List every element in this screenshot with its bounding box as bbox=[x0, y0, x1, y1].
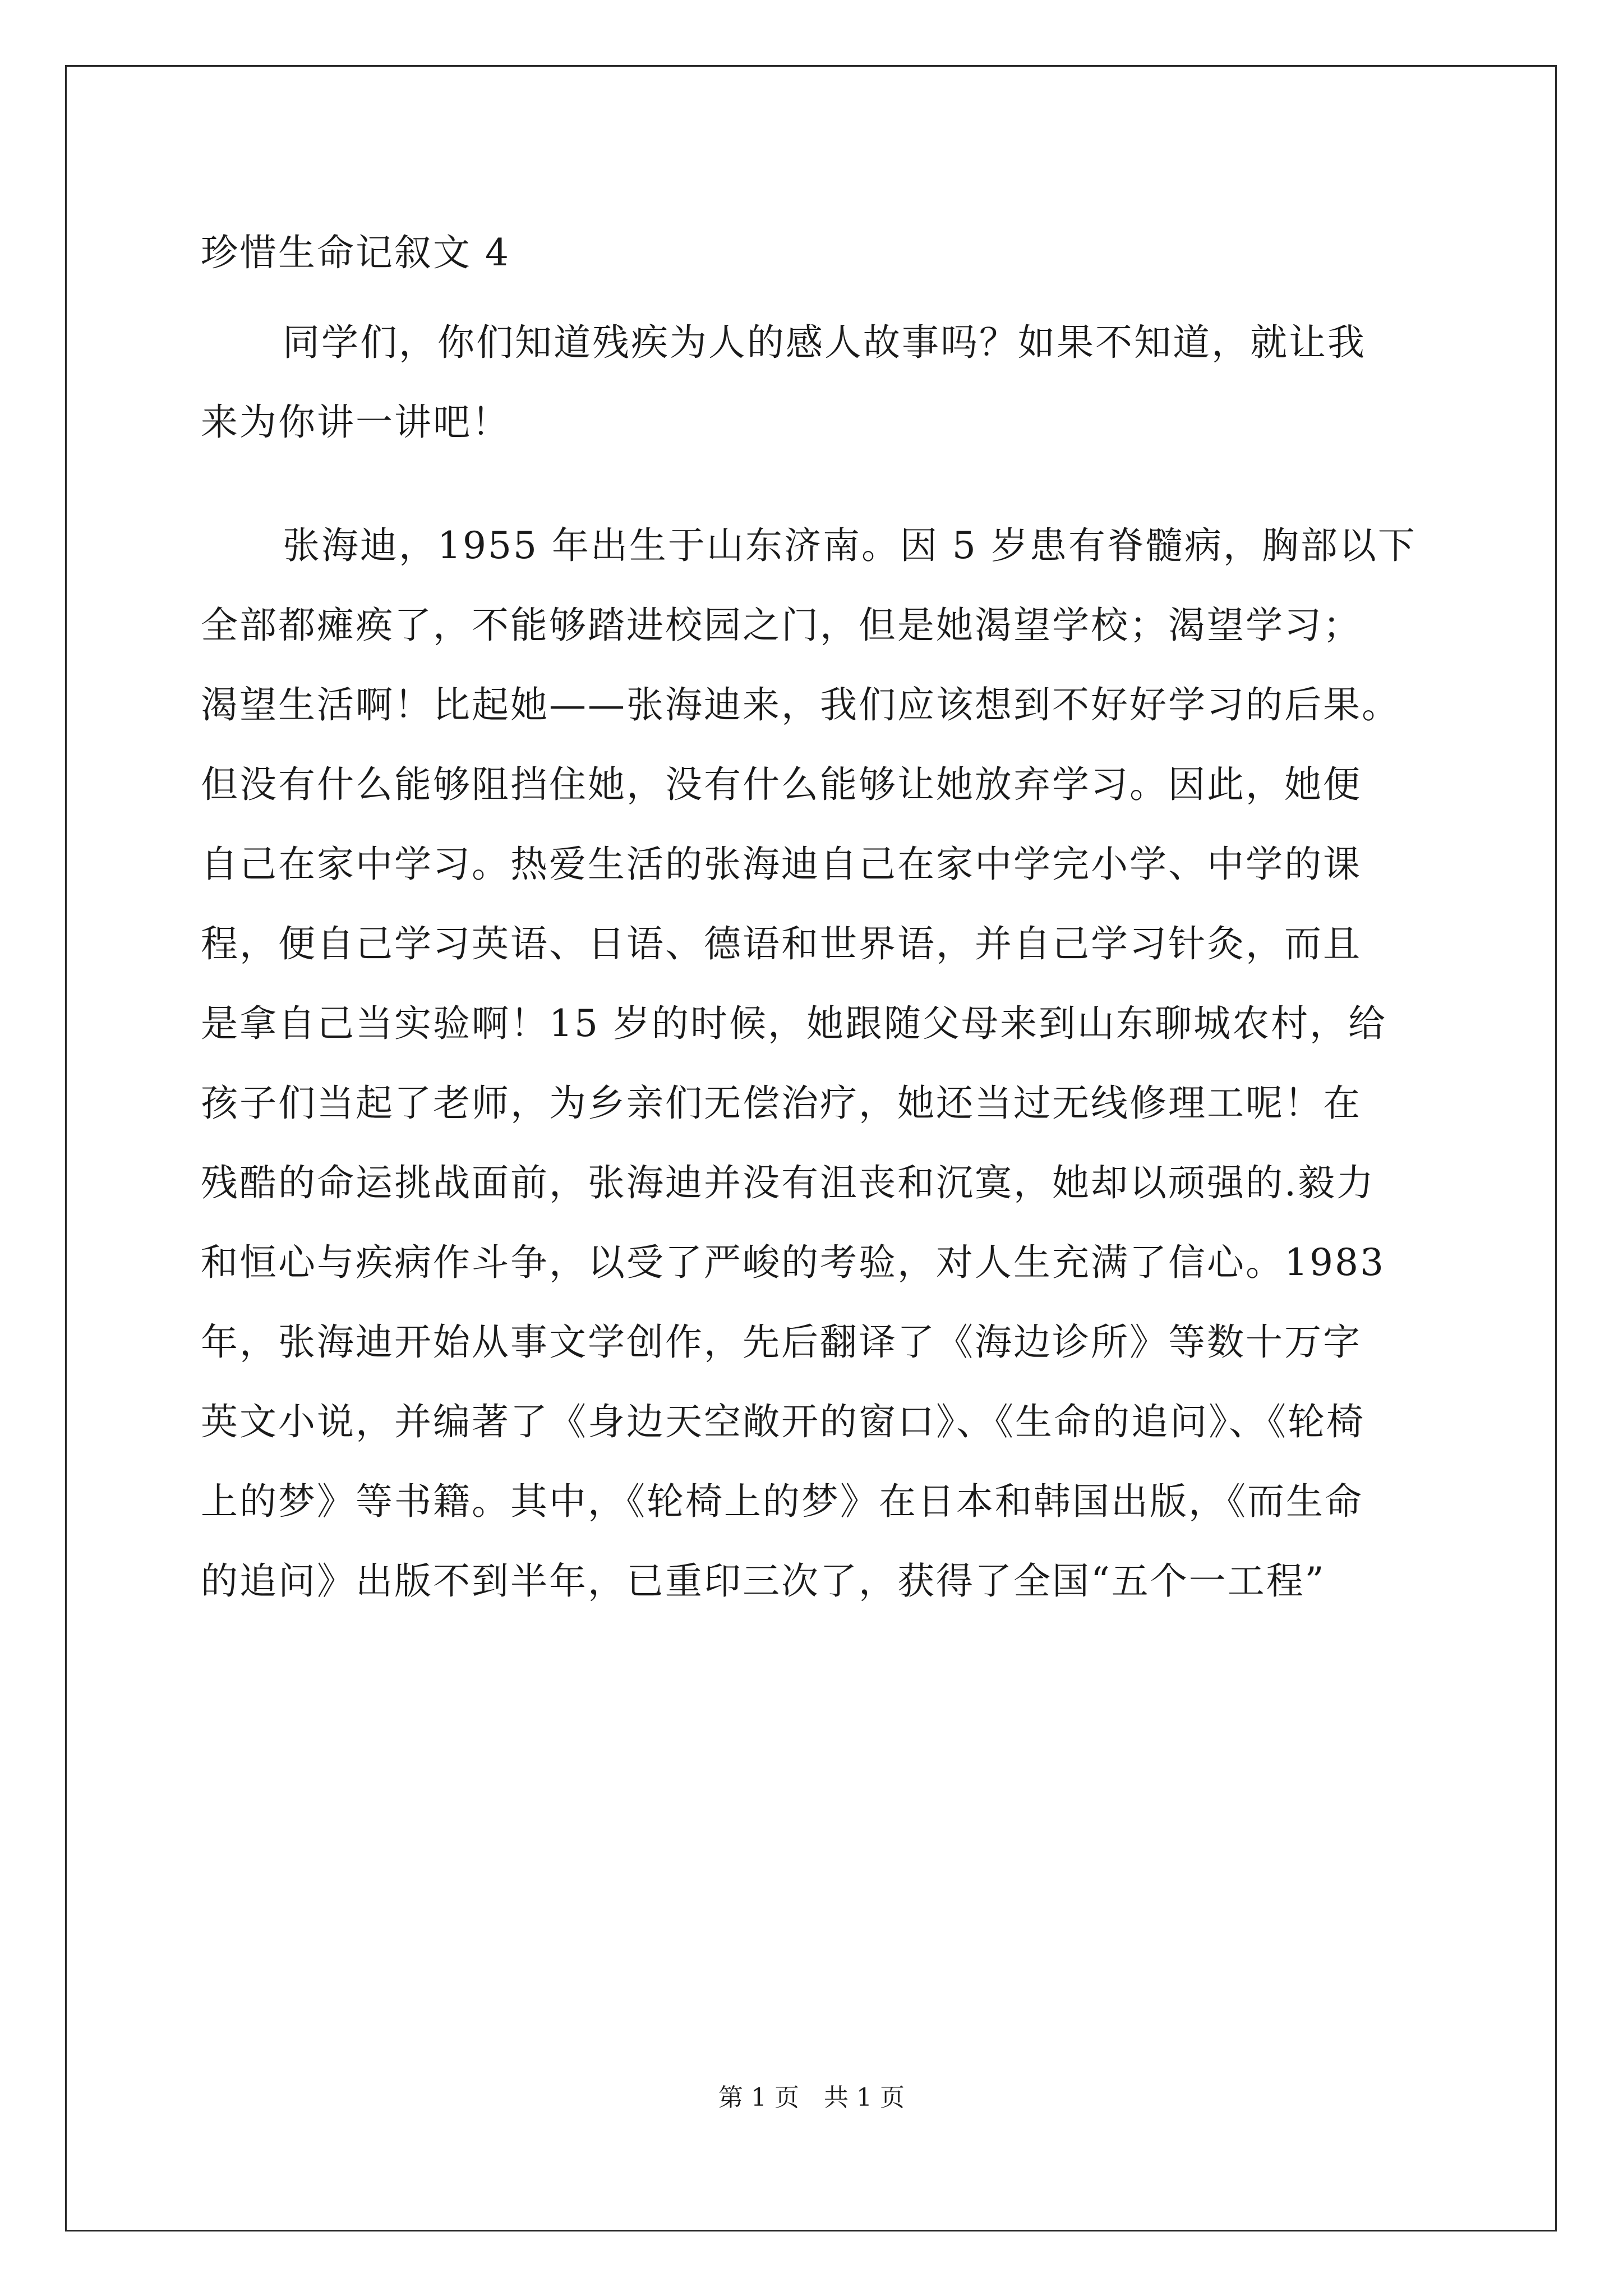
paragraph-line: 自己在家中学习。热爱生活的张海迪自己在家中学完小学、中学的课 bbox=[201, 843, 1362, 886]
paragraph-line: 和恒心与疾病作斗争，以受了严峻的考验，对人生充满了信心。1983 bbox=[201, 1241, 1385, 1284]
paragraph-line: 来为你讲一讲吧！ bbox=[201, 401, 510, 444]
paragraph-line: 同学们，你们知道残疾为人的感人故事吗？如果不知道，就让我 bbox=[283, 321, 1366, 364]
page-border bbox=[65, 65, 1557, 2231]
paragraph-line: 上的梦》等书籍。其中，《轮椅上的梦》在日本和韩国出版，《而生命 bbox=[201, 1480, 1363, 1523]
paragraph-line: 但没有什么能够阻挡住她，没有什么能够让她放弃学习。因此，她便 bbox=[201, 763, 1362, 806]
page-footer: 第 1 页 共 1 页 bbox=[718, 2083, 905, 2112]
paragraph-line: 的追问》出版不到半年，已重印三次了，获得了全国“五个一工程” bbox=[201, 1559, 1326, 1603]
paragraph-line: 孩子们当起了老师，为乡亲们无偿治疗，她还当过无线修理工呢！在 bbox=[201, 1082, 1362, 1125]
paragraph-line: 程，便自己学习英语、日语、德语和世界语，并自己学习针灸，而且 bbox=[201, 922, 1362, 965]
paragraph-line: 残酷的命运挑战面前，张海迪并没有沮丧和沉寞，她却以顽强的.毅力 bbox=[201, 1161, 1375, 1204]
paragraph-line: 英文小说，并编著了《身边天空敞开的窗口》、《生命的追问》、《轮椅 bbox=[201, 1400, 1365, 1443]
document-title: 珍惜生命记叙文 4 bbox=[201, 231, 510, 274]
paragraph-line: 渴望生活啊！比起她——张海迪来，我们应该想到不好好学习的后果。 bbox=[201, 683, 1400, 726]
paragraph-line: 张海迪，1955 年出生于山东济南。因 5 岁患有脊髓病，胸部以下 bbox=[283, 524, 1417, 567]
paragraph-line: 是拿自己当实验啊！15 岁的时候，她跟随父母来到山东聊城农村，给 bbox=[201, 1002, 1387, 1045]
paragraph-line: 年，张海迪开始从事文学创作，先后翻译了《海边诊所》等数十万字 bbox=[201, 1320, 1362, 1364]
paragraph-line: 全部都瘫痪了，不能够踏进校园之门，但是她渴望学校；渴望学习； bbox=[201, 604, 1362, 647]
